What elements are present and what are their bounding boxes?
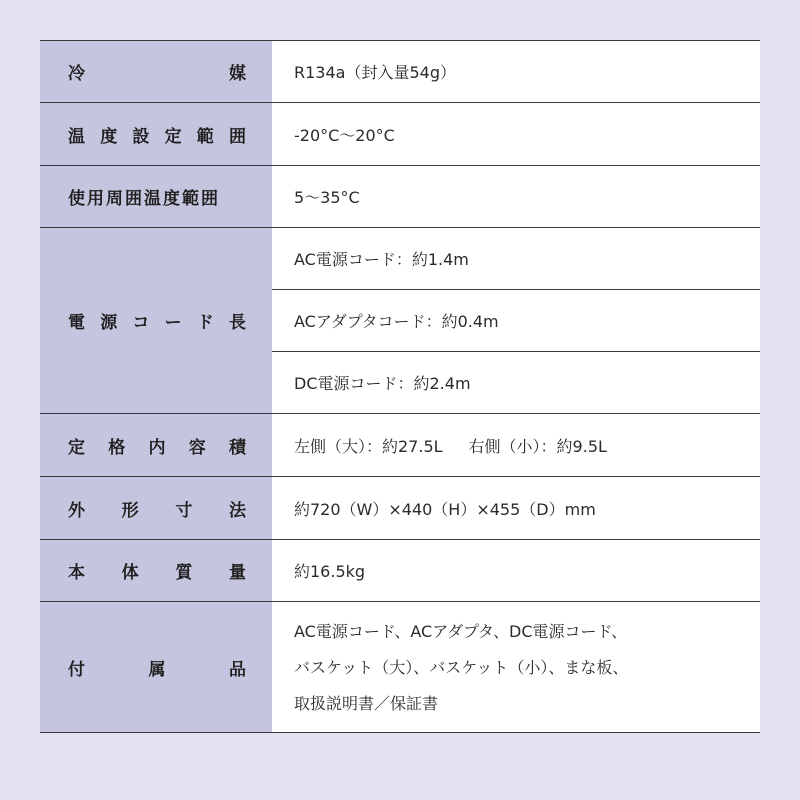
value-accessories	[272, 602, 760, 733]
table-row	[40, 166, 760, 228]
value-capacity-left: 左側（大）：約27.5L	[294, 436, 443, 456]
label-char: 定	[164, 126, 182, 147]
label-char: ー	[164, 313, 182, 333]
table-row	[40, 103, 760, 166]
value-capacity-right: 右側（小）：約9.5L	[468, 436, 607, 456]
label-char: 電	[68, 313, 85, 333]
label-capacity	[68, 433, 246, 458]
label-char: 定	[68, 437, 85, 458]
spec-table	[40, 40, 760, 733]
label-char: 積	[229, 437, 246, 458]
accessories-line: 取扱説明書／保証書	[294, 694, 439, 713]
value-dc-cord: DC電源コード：約2.4m	[272, 352, 760, 414]
value-capacity	[272, 414, 760, 477]
label-char: 形	[121, 500, 139, 521]
value-ambient-temp: 5〜35°C	[272, 166, 760, 228]
row-label	[40, 228, 272, 414]
label-ambient-temp: 使用周囲温度範囲	[68, 189, 220, 209]
label-char: 本	[68, 563, 85, 583]
label-char: 設	[132, 126, 150, 147]
label-char: ド	[196, 313, 214, 333]
table-row	[40, 228, 760, 290]
row-label	[40, 414, 272, 477]
label-char: 範	[196, 126, 214, 147]
value-refrigerant: R134a（封入量54g）	[272, 41, 760, 103]
label-char: 源	[100, 313, 118, 333]
label-refrigerant	[68, 59, 246, 84]
label-dimensions	[68, 496, 246, 521]
label-temp-range	[68, 122, 246, 147]
label-cord-length	[68, 308, 246, 333]
label-char: 温	[68, 126, 85, 147]
row-label	[40, 540, 272, 602]
label-char: 長	[228, 313, 246, 333]
value-dimensions: 約720（W）×440（H）×455（D）mm	[272, 477, 760, 540]
value-temp-range: -20°C〜20°C	[272, 103, 760, 166]
label-accessories	[68, 655, 246, 680]
value-weight: 約16.5kg	[272, 540, 760, 602]
row-label	[40, 477, 272, 540]
label-char: 質	[175, 563, 193, 583]
row-label	[40, 103, 272, 166]
table-row	[40, 540, 760, 602]
value-adapter-cord: ACアダプタコード：約0.4m	[272, 290, 760, 352]
value-ac-cord: AC電源コード：約1.4m	[272, 228, 760, 290]
row-label	[40, 41, 272, 103]
accessories-line: バスケット（大）、バスケット（小）、まな板、	[294, 658, 629, 677]
label-char: 冷	[68, 64, 85, 84]
label-char: 品	[229, 659, 246, 680]
label-char: 容	[188, 437, 206, 458]
table-row	[40, 477, 760, 540]
row-label	[40, 166, 272, 228]
label-char: 度	[100, 126, 118, 147]
table-row	[40, 414, 760, 477]
accessories-line: AC電源コード、ACアダプタ、DC電源コード、	[294, 622, 628, 641]
table-row	[40, 602, 760, 733]
label-char: 属	[148, 659, 166, 680]
label-char: 体	[121, 563, 139, 583]
label-weight	[68, 558, 246, 583]
row-label	[40, 602, 272, 733]
label-char: 囲	[228, 126, 246, 147]
label-char: 格	[108, 437, 126, 458]
label-char: 量	[228, 563, 246, 583]
label-char: 寸	[175, 500, 193, 521]
label-char: 法	[228, 500, 246, 521]
label-char: 内	[148, 437, 166, 458]
label-char: 媒	[229, 64, 246, 84]
table-row	[40, 41, 760, 103]
label-char: 外	[68, 500, 85, 521]
label-char: 付	[68, 659, 85, 680]
label-char: コ	[132, 313, 150, 333]
